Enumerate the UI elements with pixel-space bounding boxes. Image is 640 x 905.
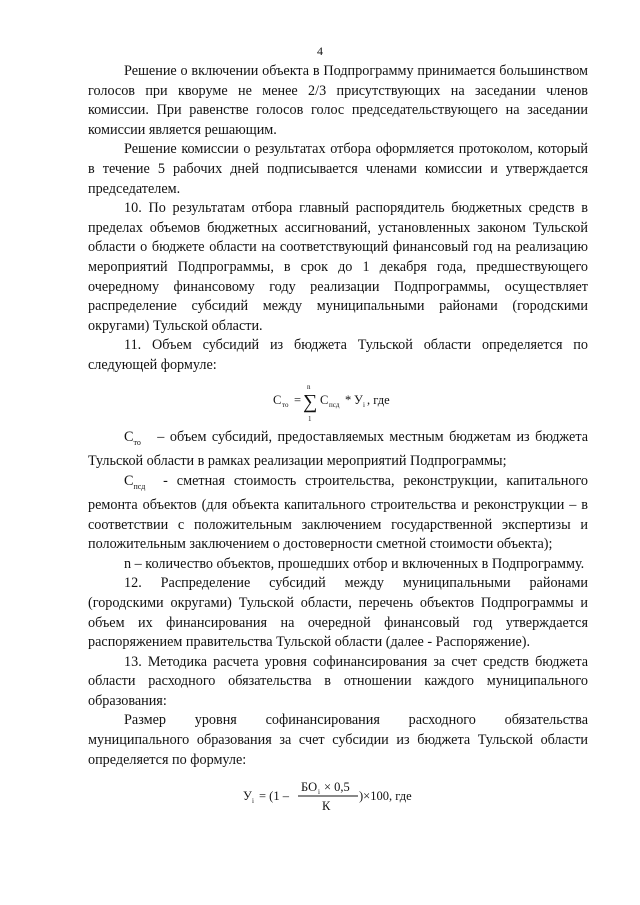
formula2-suffix: )×100, где (359, 789, 412, 804)
formula2-lhs: У (243, 789, 252, 804)
definition-c-psd-symbol (124, 473, 145, 489)
formula1-factor-sub: i (363, 400, 365, 409)
paragraph-cofinancing-level: Размер уровня софинансирования расходного обязательства муниципального образования за счет субсидии из бюджета Тульской области определяется по формуле: (88, 712, 588, 768)
formula1-term-sub: псд (329, 400, 340, 409)
paragraph-item-11: 11. Объем субсидий из бюджета Тульской области определяется по следующей формуле: (88, 337, 588, 373)
definition-c-to-letter: С (124, 428, 134, 445)
formula1-lhs-sub: то (282, 400, 289, 409)
formula-cofinancing-level (88, 774, 588, 814)
paragraph-protocol: Решение комиссии о результатах отбора оформляется протоколом, который в течение 5 рабочих дней подписывается членами комиссии и утверждается председателем. (88, 141, 588, 197)
definition-c-to (88, 428, 588, 472)
formula2-numerator: БО (301, 780, 318, 795)
paragraph-item-13: 13. Методика расчета уровня софинансирования за счет средств бюджета области расходного обязательства в отношении каждого муниципального образования: (88, 653, 588, 709)
formula-subsidy-volume (88, 380, 588, 423)
formula1-lhs: С (273, 392, 282, 407)
formula2-prefix: = (1 – (259, 789, 289, 804)
definition-c-psd (88, 472, 588, 555)
formula2-numerator-tail: × 0,5 (324, 780, 350, 795)
formula1-equals: = (294, 392, 302, 407)
formula2-denominator: К (322, 799, 331, 814)
formula2-lhs-sub: i (252, 797, 254, 806)
formula1-times: * (345, 392, 352, 407)
formula1-sum-sign: ∑ (303, 390, 318, 413)
formula1-sum-lower: 1 (308, 414, 312, 423)
definition-c-psd-text: - сметная стоимость строительства, реконструкции, капитального ремонта объектов (для объекта капитального строительства и реконструкции – в соответствии с положительным заключением государственной экспертизы и положительным заключением о достоверности сметной стоимости объекта); (88, 472, 589, 553)
formula1-tail: , где (367, 392, 390, 407)
document-body (88, 62, 588, 822)
definition-c-to-sub: то (133, 437, 141, 447)
definition-c-psd-sub: псд (133, 481, 146, 491)
formula-cofinancing-level-svg (88, 774, 588, 818)
definition-c-psd-letter: С (124, 472, 134, 489)
formula1-factor: У (354, 392, 363, 407)
formula1-term: С (320, 392, 329, 407)
page-number: 4 (317, 44, 323, 58)
paragraph-committee-decision: Решение о включении объекта в Подпрограмму принимается большинством голосов при кворуме не менее 2/3 присутствующих на заседании членов комиссии. При равенстве голосов голос председательствующего на заседании комиссии является решающим. (88, 63, 588, 138)
formula2-numerator-sub: i (318, 788, 320, 797)
definition-c-to-text: – объем субсидий, предоставляемых местным бюджетам из бюджета Тульской области в рамках реализации мероприятий Подпрограммы; (88, 428, 589, 469)
definition-c-to-symbol (124, 429, 141, 445)
paragraph-item-12: 12. Распределение субсидий между муниципальными районами (городскими округами) Тульской области, перечень объектов Подпрограммы и объем их финансирования на очередной финансовый год утверждается распоряжением правительства Тульской области (далее - Распоряжение). (88, 575, 588, 651)
formula1-sum-upper: n (307, 382, 311, 391)
paragraph-item-10: 10. По результатам отбора главный распорядитель бюджетных средств в пределах объемов бюджетных ассигнований, установленных законом Тульской области о бюджете области на соответствующий финансовый год на реализацию мероприятий Подпрограммы, в срок до 1 декабря года, предшествующего очередному финансовому году реализации Подпрограммы, осуществляет распределение субсидий между муниципальными районами (городскими округами) Тульской области. (88, 200, 588, 334)
definition-n: n – количество объектов, прошедших отбор и включенных в Подпрограмму. (124, 555, 585, 572)
formula-subsidy-volume-svg (88, 380, 588, 424)
